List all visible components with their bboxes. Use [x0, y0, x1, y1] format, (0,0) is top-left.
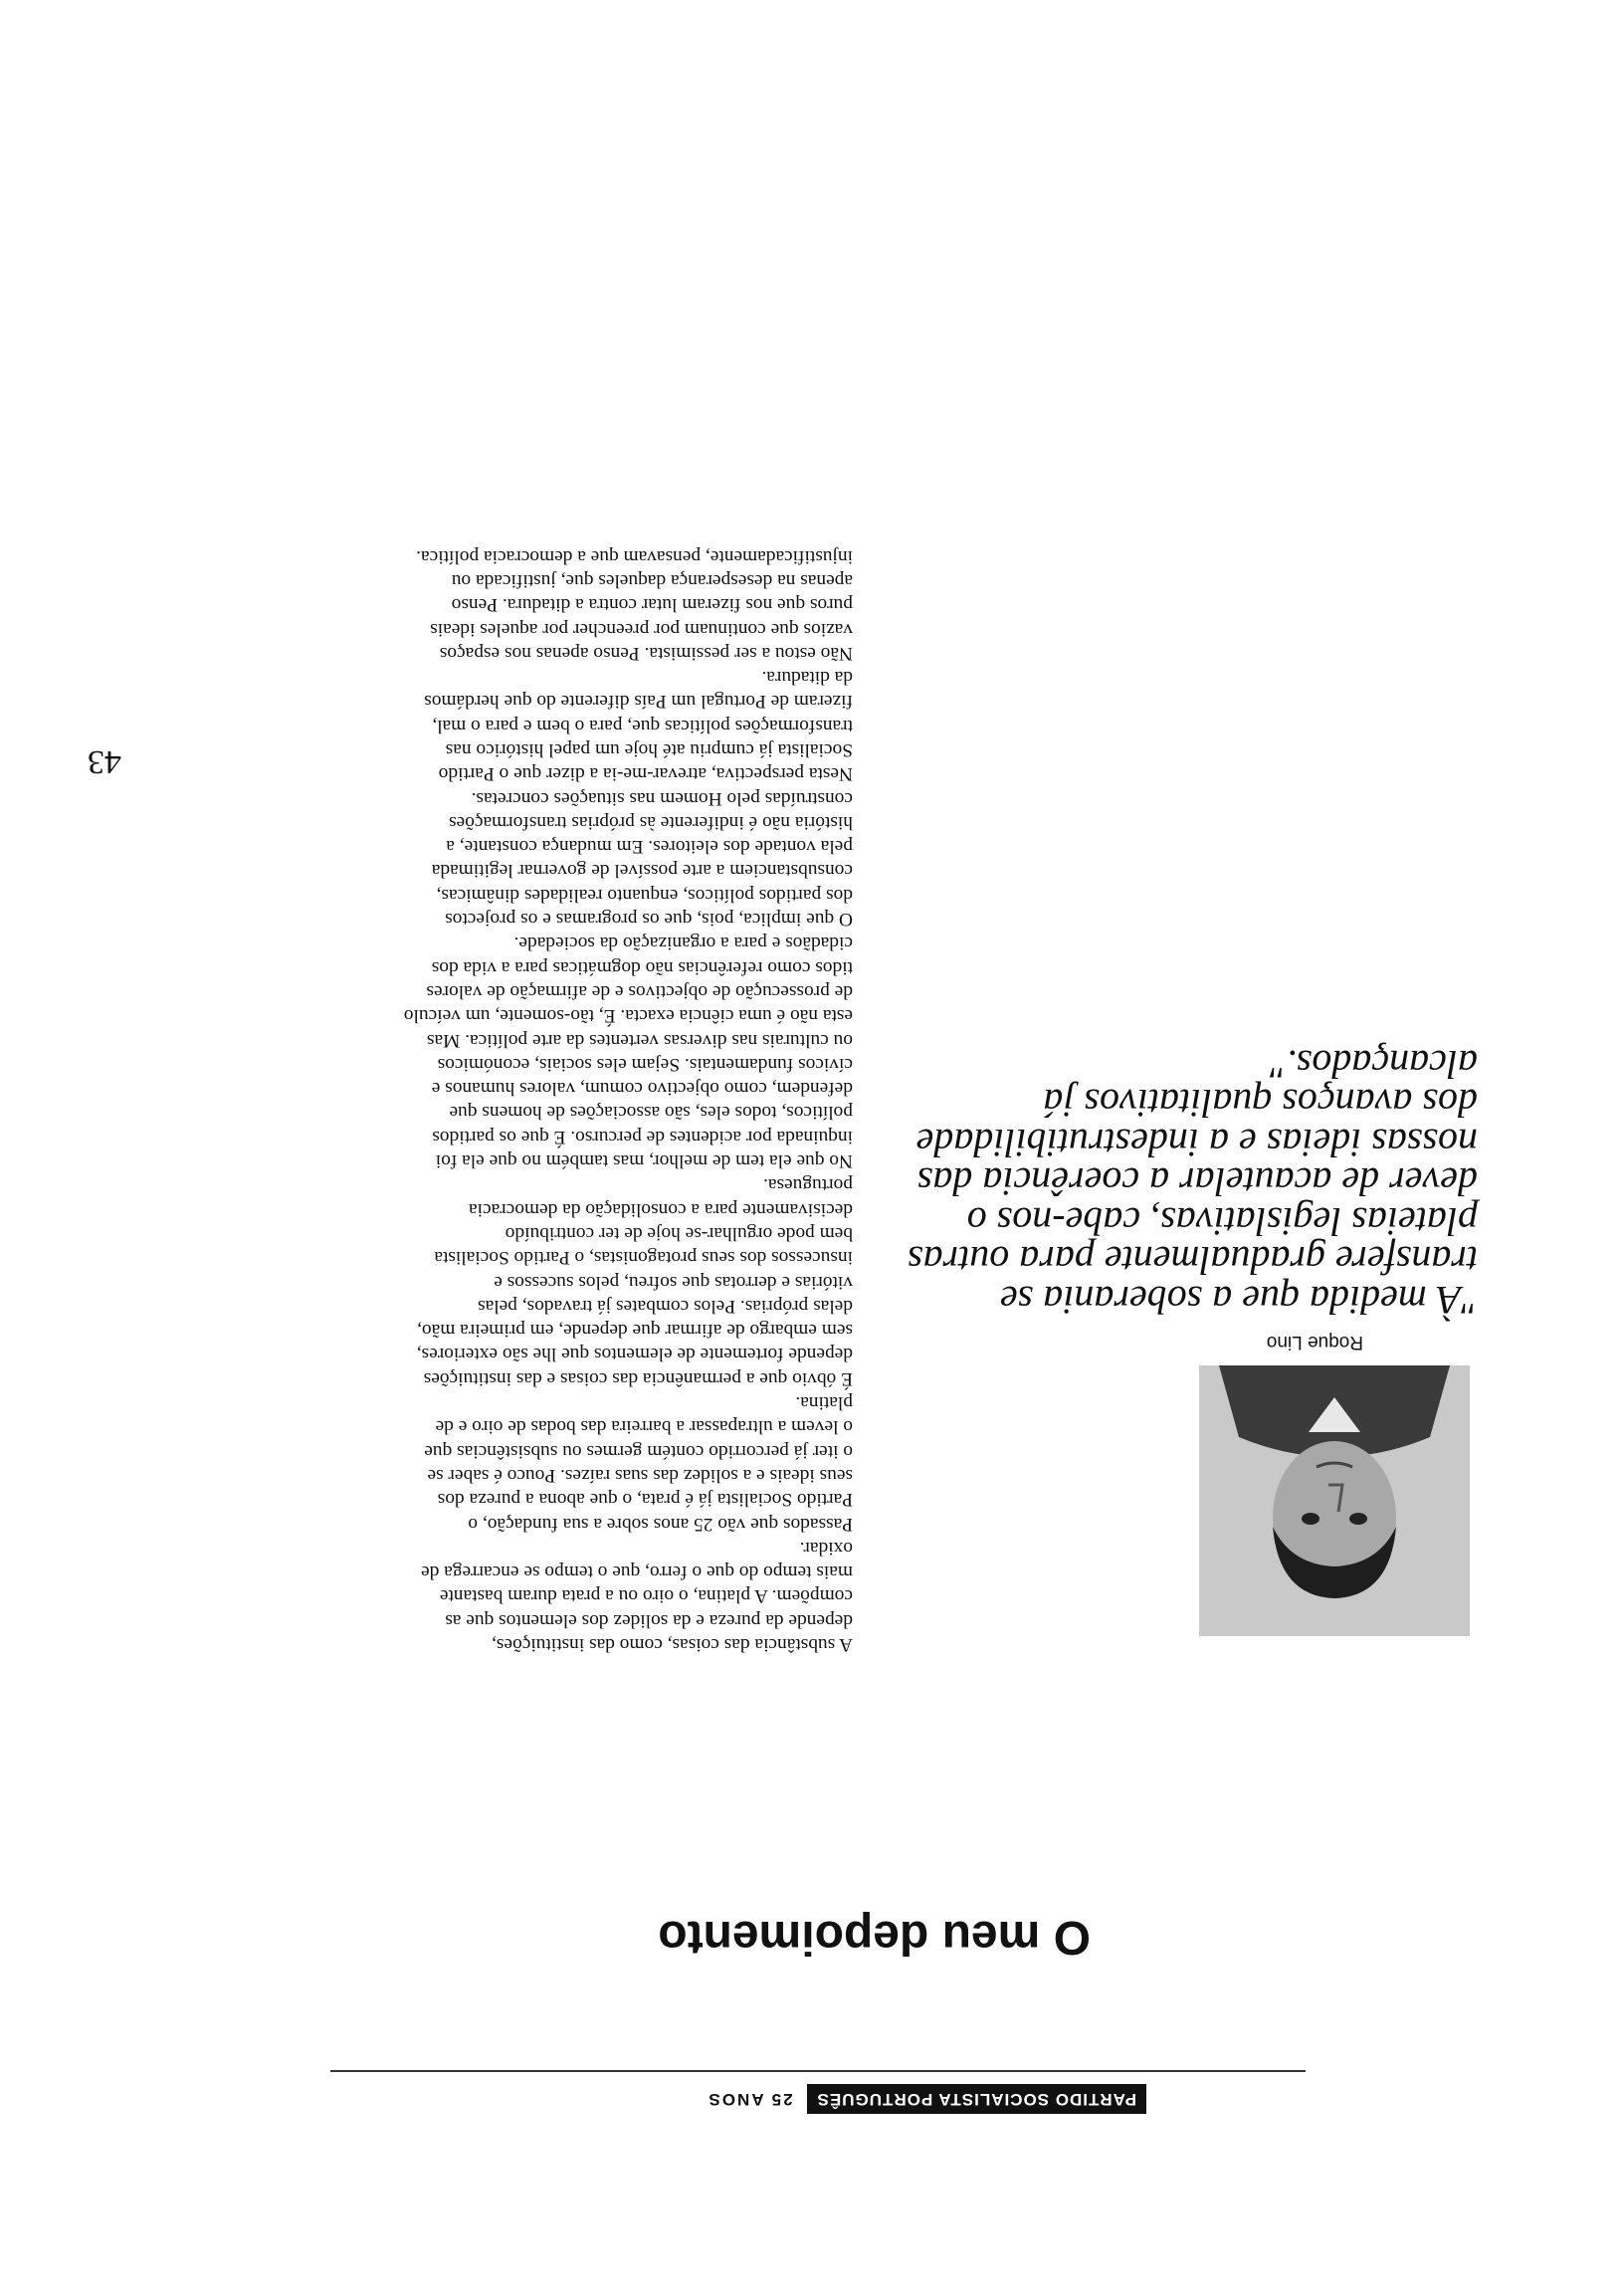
- page-number: 43: [88, 743, 121, 780]
- paragraph: [246, 543, 853, 664]
- text-line: No que ela tem de melhor, mas também no que ela foi: [435, 1150, 853, 1172]
- text-line: depende da pureza e da solidez dos elementos que as: [445, 1609, 853, 1631]
- text-line: tidos como referências não dogmáticas para a vida dos: [431, 956, 853, 978]
- article-title: O meu depoimento: [658, 1911, 1091, 1964]
- text-line: vazios que continuam por preencher por aqueles ideais: [430, 618, 853, 640]
- photo-caption: Roque Lino: [1266, 1332, 1363, 1353]
- text-line: apenas na desesperança daqueles que, justificada ou: [451, 569, 853, 591]
- text-line: puros que nos fizeram lutar contra a ditadura. Penso: [451, 594, 853, 616]
- text-line: o levem a ultrapassar a barreira das bodas de oiro e de: [435, 1416, 853, 1438]
- text-line: platina.: [795, 1392, 853, 1414]
- text-line: pela vontade dos eleitores. Em mudança constante, a: [446, 836, 853, 858]
- author-photo: [1199, 1365, 1470, 1636]
- text-line: decisivamente para a consolidação da democracia: [469, 1198, 853, 1220]
- text-line: Passados que vão 25 anos sobre a sua fundação, o: [468, 1513, 853, 1535]
- paragraph: [246, 1172, 853, 1390]
- text-line: fizeram de Portugal um País diferente do que herdámos: [424, 691, 853, 713]
- text-line: bem pode orgulhar-se hoje de ter contribuído: [505, 1222, 853, 1244]
- paragraph: [246, 665, 853, 785]
- text-line: insucessos dos seus protagonistas, o Partido Socialista: [434, 1247, 853, 1269]
- text-line: mais tempo do que o ferro, que o tempo se encarrega de: [421, 1562, 853, 1583]
- text-line: depende fortemente de elementos que lhe são exteriores,: [416, 1344, 853, 1365]
- text-line: políticos, todos eles, são associações de homens que: [449, 1102, 853, 1124]
- text-line: ou culturais nas diversas vertentes da arte política. Mas: [426, 1029, 853, 1051]
- text-line: delas próprias. Pelos combates já travados, pelas: [478, 1295, 853, 1317]
- pull-quote-line: plateias legislativas, cabe-nos o: [966, 1199, 1478, 1244]
- text-line: inquinada por acidentes de percurso. É que os partidos: [432, 1126, 853, 1147]
- text-line: O que implica, pois, que os programas e os projectos: [445, 909, 853, 931]
- anniversary-label: 25 ANOS: [707, 2090, 793, 2109]
- pull-quote-line: "À medida que a soberania se: [999, 1278, 1478, 1323]
- text-line: vitórias e derrotas que sofreu, pelos sucessos e: [494, 1271, 853, 1293]
- text-line: Partido Socialista já é prata, o que abona a pureza dos: [437, 1489, 853, 1511]
- text-line: portuguesa.: [763, 1174, 853, 1196]
- text-line: o iter já percorrido contém germes ou subsistências que: [424, 1440, 853, 1462]
- text-line: É óbvio que a permanência das coisas e das instituições: [423, 1367, 853, 1389]
- pull-quote-line: dos avanços qualitativos já: [1043, 1081, 1478, 1127]
- text-line: consubstanciem a arte possível de governar legitimada: [431, 860, 853, 882]
- header-band: [450, 2084, 1146, 2114]
- text-line: compõem. A platina, o oiro ou a prata duram bastante: [439, 1585, 853, 1607]
- text-line: oxidar.: [799, 1537, 853, 1559]
- text-line: Não estou a ser pessimista. Penso apenas nos espaços: [439, 642, 853, 664]
- pull-quote-line: nossas ideias e a indestrutibilidade: [915, 1121, 1478, 1165]
- text-line: Socialista já cumpriu até hoje um papel histórico nas: [445, 739, 853, 761]
- text-line: cívicos fundamentais. Sejam eles sociais, económicos: [437, 1053, 853, 1075]
- text-line: dos partidos políticos, enquanto realidades dinâmicas,: [436, 884, 853, 906]
- text-line: de prossecução de objectivos e de afirmação de valores: [426, 980, 853, 1002]
- paragraph: [246, 1536, 853, 1656]
- pull-quote-line: dever de acautelar a coerência das: [916, 1159, 1478, 1205]
- text-line: esta não é uma ciência exacta. É, tão-somente, um veículo: [403, 1005, 853, 1027]
- article-body: [246, 543, 853, 1656]
- pull-quote: [901, 1042, 1478, 1323]
- pull-quote-line: transfere gradualmente para outras: [908, 1238, 1478, 1284]
- text-line: Nesta perspectiva, atrevar-me-ia a dizer que o Partido: [438, 763, 853, 785]
- portrait-image: [1199, 1365, 1470, 1636]
- paragraph: [246, 1390, 853, 1536]
- text-line: cidadãos e para a organização da sociedade.: [513, 933, 853, 954]
- publication-label: PARTIDO SOCIALISTA PORTUGUÊS: [807, 2084, 1146, 2114]
- paragraph: [246, 785, 853, 931]
- text-line: da ditadura.: [761, 667, 853, 689]
- pull-quote-line: alcançados.": [1270, 1042, 1478, 1087]
- paragraph: [246, 931, 853, 1172]
- text-line: defendem, como objectivo comum, valores humanos e: [431, 1078, 853, 1100]
- text-line: injustificadamente, pensavam que a democracia política.: [416, 545, 853, 567]
- text-line: A substância das coisas, como das instituições,: [492, 1634, 853, 1655]
- header-rule: [330, 2070, 1306, 2072]
- text-line: seus ideais e a solidez das suas raízes. Pouco é saber se: [427, 1464, 853, 1486]
- text-line: sem embargo de afirmar que depende, em primeira mão,: [417, 1320, 853, 1342]
- text-line: construídas pelo Homem nas situações concretas.: [471, 787, 853, 809]
- text-line: história não é indiferente às próprias transformações: [449, 811, 853, 833]
- text-line: transformações políticas que, para o bem e para o mal,: [432, 715, 853, 736]
